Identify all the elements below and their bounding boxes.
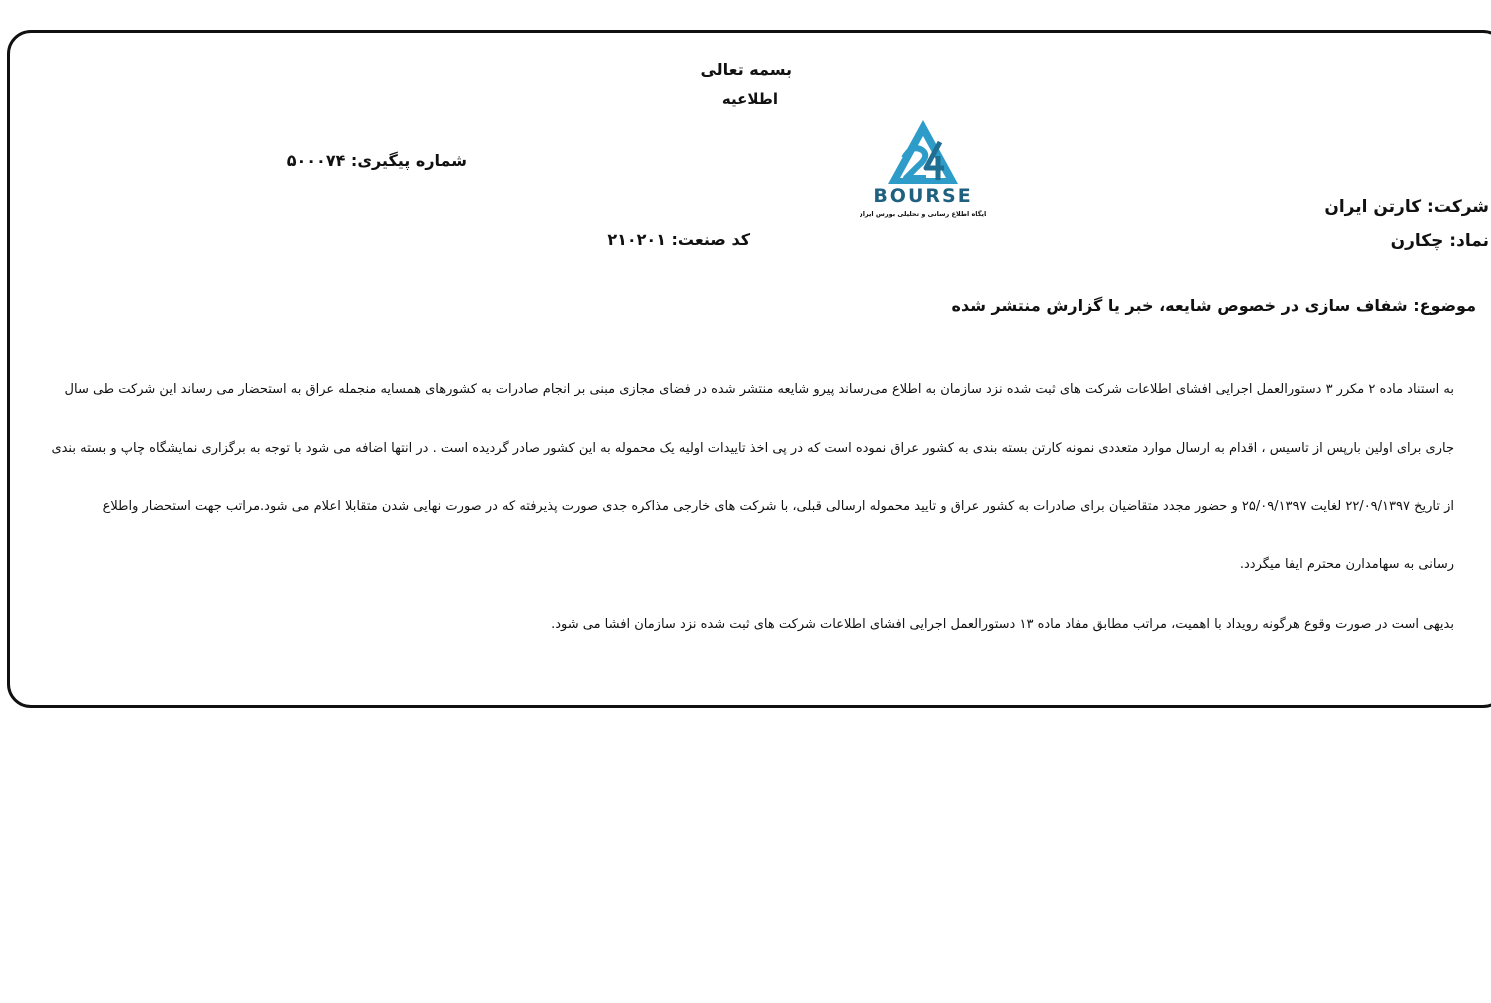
bismillah-heading: بسمه تعالی xyxy=(700,60,792,79)
subject-line: موضوع: شفاف سازی در خصوص شایعه، خبر یا گزارش منتشر شده xyxy=(951,296,1476,315)
body-line-1: به استناد ماده ۲ مکرر ۳ دستورالعمل اجرایی افشای اطلاعات شرکت های ثبت شده نزد سازمان به اطلاع می‌رساند پیرو شایعه منتشر شده در فضای مجازی مبنی بر انجام صادرات به کشورهای همسایه منجمله عراق به استحضار می رساند این شرکت طی سال xyxy=(64,382,1454,397)
logo-graphic xyxy=(860,118,986,222)
ticker-symbol: نماد: چکارن xyxy=(1390,231,1489,251)
body-line-5: بدیهی است در صورت وقوع هرگونه رویداد با اهمیت، مراتب مطابق مفاد ماده ۱۳ دستورالعمل اجرایی افشای اطلاعات شرکت های ثبت شده نزد سازمان افشا می شود. xyxy=(551,617,1454,632)
company-name: شرکت: کارتن ایران xyxy=(1324,197,1489,217)
logo-brand-text: BOURSE xyxy=(873,185,973,207)
body-line-2: جاری برای اولین بارپس از تاسیس ، اقدام به ارسال موارد متعددی نمونه کارتن بسته بندی به کشور عراق نموده است که در پی اخذ تاییدات اولیه یک محموله به این کشور صادر گردیده است . در انتها اضافه می شود با توجه به برگزاری نمایشگاه چاپ و بسته بندی xyxy=(51,441,1454,456)
tracking-number: شماره پیگیری: ۵۰۰۰۷۴ xyxy=(286,151,467,170)
announcement-frame xyxy=(7,30,1491,708)
bourse-24-logo-icon xyxy=(860,118,986,222)
body-line-3: از تاریخ ۲۲/۰۹/۱۳۹۷ لغایت ۲۵/۰۹/۱۳۹۷ و حضور مجدد متقاضیان برای صادرات به کشور عراق و تایید محموله ارسالی قبلی، با شرکت های خارجی مذاکره جدی صورت پذیرفته که در صورت نهایی شدن متقابلا اعلام می شود.مراتب جهت استحضار واطلاع xyxy=(102,499,1454,514)
logo-tagline: پایگاه اطلاع رسانی و تحلیلی بورس ایران xyxy=(860,210,986,218)
announcement-title: اطلاعیه xyxy=(721,90,778,108)
industry-code: کد صنعت: ۲۱۰۲۰۱ xyxy=(607,230,750,249)
body-line-4: رسانی به سهامدارن محترم ایفا میگردد. xyxy=(1239,557,1454,572)
